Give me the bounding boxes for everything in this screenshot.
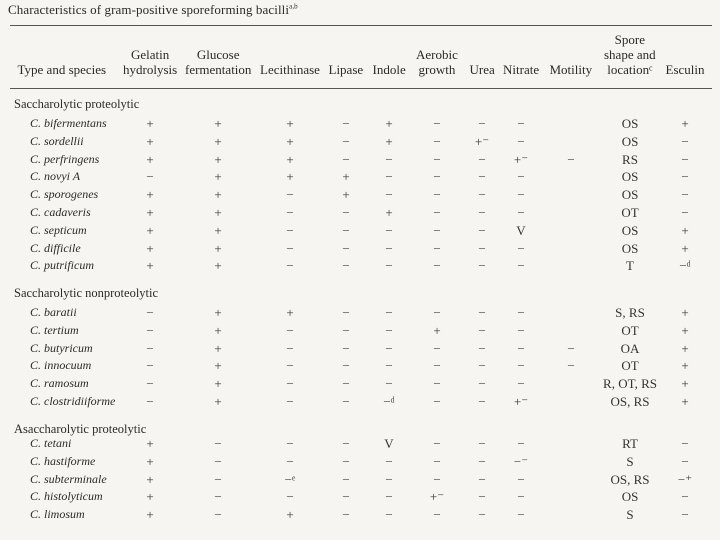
table-cell: − [342, 436, 350, 451]
table-cell: − [342, 507, 350, 523]
table-cell: S [626, 507, 634, 523]
column-header-line: growth [418, 62, 456, 77]
species-name: C. butyricum [30, 340, 93, 355]
column-header [503, 62, 539, 77]
table-cell: − [433, 169, 441, 185]
table-cell: OT [621, 322, 639, 338]
table-cell: V [384, 436, 394, 451]
column-header [329, 62, 364, 77]
table-cell: −⁻ [513, 453, 529, 469]
column-header [123, 47, 177, 77]
table-cell: + [214, 322, 222, 338]
table-cell: − [478, 453, 486, 469]
table-cell: + [214, 133, 222, 149]
table-cell: − [478, 507, 486, 523]
table-cell: + [681, 358, 689, 374]
table-cell: − [478, 222, 486, 238]
table-cell: − [146, 376, 154, 392]
table-cell: + [214, 151, 222, 167]
table-cell: − [342, 358, 350, 374]
table-title [8, 2, 298, 18]
table-cell: + [681, 116, 689, 131]
table-cell: − [567, 340, 575, 356]
table-cell: RT [622, 436, 638, 451]
column-header-line: Lipase [328, 62, 364, 77]
table-cell: + [214, 187, 222, 203]
table-cell: − [517, 205, 525, 220]
table-cell: − [433, 376, 441, 392]
table-cell: − [433, 305, 441, 320]
table-cell: OS [621, 133, 639, 149]
table-cell: OS, RS [610, 471, 650, 487]
table-cell: − [478, 489, 486, 505]
species-name: C. limosum [30, 507, 85, 522]
table-cell: + [214, 394, 222, 409]
section-heading: Saccharolytic proteolytic [14, 97, 140, 111]
table-cell: OS [621, 169, 639, 185]
column-header [185, 47, 251, 77]
table-cell: OA [620, 340, 640, 356]
table-cell: − [517, 169, 525, 185]
table-cell: − [286, 394, 294, 409]
table-cell: − [433, 133, 441, 149]
table-cell: − [385, 151, 393, 167]
table-cell: − [681, 489, 689, 505]
table-cell: − [478, 358, 486, 374]
table-cell: − [478, 340, 486, 356]
species-name: C. difficile [30, 240, 81, 255]
table-cell: V [516, 222, 526, 238]
table-cell: − [433, 507, 441, 523]
column-header-line: Gelatin [130, 47, 170, 62]
table-cell: + [681, 376, 689, 392]
table-cell: − [478, 394, 486, 409]
table-cell: − [478, 116, 486, 131]
table-cell: + [214, 222, 222, 238]
table-cell: − [478, 258, 486, 274]
species-name: C. sporogenes [30, 187, 99, 202]
column-header [666, 62, 705, 77]
column-header [18, 62, 107, 77]
table-cell: − [286, 240, 294, 256]
table-cell: + [342, 169, 350, 185]
table-cell: − [342, 258, 350, 274]
column-header-line: Glucose [196, 47, 240, 62]
table-cell: S [626, 453, 634, 469]
species-name: C. subterminale [30, 471, 107, 486]
table-cell: − [681, 169, 689, 185]
table-cell: − [478, 376, 486, 392]
table-cell: + [146, 133, 154, 149]
table-cell: RS [622, 151, 638, 167]
table-cell: − [342, 133, 350, 149]
column-header-line: Aerobic [416, 47, 458, 62]
table-cell: − [146, 394, 154, 409]
table-cell: − [567, 358, 575, 374]
column-header [260, 62, 320, 77]
column-header [604, 32, 656, 77]
table-cell: − [478, 151, 486, 167]
table-cell: − [342, 151, 350, 167]
table-cell: − [286, 489, 294, 505]
table-cell: + [214, 340, 222, 356]
table-cell: +⁻ [474, 133, 490, 149]
table-cell: − [433, 205, 441, 220]
table-cell: − [286, 453, 294, 469]
table-cell: − [478, 169, 486, 185]
species-name: C. ramosum [30, 376, 89, 391]
table-cell: − [681, 436, 689, 451]
table-cell: + [385, 116, 393, 131]
table-cell: − [342, 240, 350, 256]
table-cell: − [286, 322, 294, 338]
table-cell: + [146, 240, 154, 256]
table-cell: + [286, 151, 294, 167]
table-cell: − [517, 358, 525, 374]
table-cell: + [146, 116, 154, 131]
table-cell: − [385, 305, 393, 320]
table-cell: OS [621, 116, 639, 131]
table-cell: + [286, 507, 294, 523]
table-cell: + [433, 322, 441, 338]
table-cell: − [681, 453, 689, 469]
table-cell: + [146, 471, 154, 487]
table-cell: − [214, 471, 222, 487]
species-name: C. histolyticum [30, 489, 103, 504]
table-cell: OT [621, 358, 639, 374]
table-cell: + [214, 240, 222, 256]
table-cell: + [681, 222, 689, 238]
species-name: C. clostridiiforme [30, 394, 116, 408]
table-cell: −ᵈ [383, 394, 395, 409]
table-cell: − [517, 133, 525, 149]
species-name: C. perfringens [30, 151, 100, 166]
top-rule [10, 25, 712, 26]
table-cell: + [146, 205, 154, 220]
column-header [550, 62, 593, 77]
table-cell: + [214, 169, 222, 185]
table-cell: − [385, 169, 393, 185]
table-cell: + [214, 376, 222, 392]
column-header-line: Esculin [665, 62, 705, 77]
species-name: C. cadaveris [30, 205, 91, 219]
species-name: C. novyi A [30, 169, 81, 184]
species-name: C. tertium [30, 322, 79, 337]
table-cell: − [517, 116, 525, 131]
table-cell: − [385, 507, 393, 523]
species-name: C. sordellii [30, 133, 84, 148]
table-cell: − [342, 489, 350, 505]
table-cell: − [385, 489, 393, 505]
species-name: C. hastiforme [30, 453, 96, 468]
table-cell: +⁻ [513, 151, 529, 167]
table-cell: + [385, 205, 393, 220]
table-cell: − [433, 240, 441, 256]
table-cell: + [146, 258, 154, 274]
section-heading: Asaccharolytic proteolytic [14, 422, 147, 436]
table-cell: − [478, 436, 486, 451]
table-cell: − [681, 187, 689, 203]
table-cell: + [214, 258, 222, 274]
species-name: C. innocuum [30, 358, 92, 373]
table-cell: + [681, 394, 689, 409]
section-heading: Saccharolytic nonproteolytic [14, 286, 159, 300]
column-header [470, 62, 495, 77]
table-cell: + [681, 322, 689, 338]
table-cell: − [433, 187, 441, 203]
table-cell: − [342, 471, 350, 487]
table-cell: + [214, 116, 222, 131]
table-cell: − [433, 258, 441, 274]
table-cell: − [385, 358, 393, 374]
table-cell: − [433, 394, 441, 409]
table-cell: + [286, 305, 294, 320]
table-cell: − [433, 358, 441, 374]
table-cell: OS, RS [610, 394, 650, 409]
table-cell: OT [621, 205, 639, 220]
column-header-line: Spore [614, 32, 645, 47]
table-cell: − [433, 151, 441, 167]
table-cell: − [146, 322, 154, 338]
table-cell: − [286, 258, 294, 274]
table-cell: − [385, 340, 393, 356]
column-header-line: fermentation [185, 62, 252, 77]
table-cell: OS [621, 240, 639, 256]
table-cell: + [146, 453, 154, 469]
table-cell: − [286, 358, 294, 374]
table-cell: + [214, 358, 222, 374]
table-cell: − [342, 376, 350, 392]
table-cell: − [385, 471, 393, 487]
table-cell: + [342, 187, 350, 203]
table-cell: − [146, 358, 154, 374]
table-cell: − [342, 322, 350, 338]
table-cell: − [214, 453, 222, 469]
table-cell: − [478, 187, 486, 203]
column-header-line: Indole [372, 62, 406, 77]
table-cell: − [214, 436, 222, 451]
table-cell: − [385, 258, 393, 274]
species-name: C. bifermentans [30, 116, 107, 130]
column-header-line: Urea [469, 62, 495, 77]
table-cell: + [146, 489, 154, 505]
table-cell: − [286, 376, 294, 392]
table-cell: − [342, 453, 350, 469]
table-cell: −ᵈ [679, 258, 691, 274]
column-header-line: hydrolysis [123, 62, 178, 77]
table-cell: + [286, 169, 294, 185]
table-cell: − [433, 453, 441, 469]
table-cell: − [478, 305, 486, 320]
table-cell: − [385, 453, 393, 469]
species-name: C. tetani [30, 436, 72, 450]
table-cell: +⁻ [429, 489, 445, 505]
table-cell: − [433, 471, 441, 487]
table-cell: − [433, 436, 441, 451]
table-cell: + [146, 151, 154, 167]
table-cell: + [214, 305, 222, 320]
table-cell: − [286, 205, 294, 220]
table-cell: + [385, 133, 393, 149]
table-cell: + [681, 340, 689, 356]
table-cell: − [214, 489, 222, 505]
table-cell: − [342, 116, 350, 131]
table-cell: T [626, 258, 634, 274]
table-cell: − [478, 205, 486, 220]
title-text: Characteristics of gram-positive sporeforming bacilli [8, 2, 290, 17]
column-header [373, 62, 406, 77]
table-cell: − [342, 340, 350, 356]
table-cell: − [517, 489, 525, 505]
table-cell: + [146, 507, 154, 523]
table-cell: − [146, 169, 154, 185]
table-cell: − [433, 116, 441, 131]
species-name: C. baratii [30, 305, 77, 319]
table-cell: − [286, 340, 294, 356]
table-cell: −⁺ [677, 471, 693, 487]
table-cell: − [342, 222, 350, 238]
table-cell: − [478, 322, 486, 338]
table-cell: − [385, 240, 393, 256]
table-cell: + [286, 133, 294, 149]
table-cell: + [681, 240, 689, 256]
table-cell: + [214, 205, 222, 220]
column-header-line: Nitrate [503, 62, 540, 77]
table-cell: − [517, 376, 525, 392]
column-header-line: shape and [604, 47, 656, 62]
table-cell: − [433, 222, 441, 238]
table-cell: − [214, 507, 222, 523]
table-cell: − [517, 507, 525, 523]
table-cell: − [146, 340, 154, 356]
table-cell: − [681, 507, 689, 523]
table-cell: − [517, 305, 525, 320]
table-cell: + [146, 222, 154, 238]
species-name: C. putrificum [30, 258, 95, 273]
table-cell: + [681, 305, 689, 320]
column-header [416, 47, 458, 77]
table-cell: − [146, 305, 154, 320]
table-cell: − [286, 222, 294, 238]
table-cell: +⁻ [513, 394, 529, 409]
table-cell: − [681, 151, 689, 167]
table-cell: − [286, 436, 294, 451]
species-name: C. septicum [30, 222, 87, 237]
table-cell: − [342, 205, 350, 220]
table-cell: − [385, 322, 393, 338]
table-cell: + [146, 187, 154, 203]
table-cell: S, RS [615, 305, 645, 320]
table-cell: + [286, 116, 294, 131]
column-header-line: Type and species [17, 62, 107, 77]
table-cell: − [567, 151, 575, 167]
column-header-line: Motility [549, 62, 593, 77]
column-header-line: locationᶜ [607, 62, 653, 77]
table-cell: − [517, 187, 525, 203]
table-cell: − [478, 471, 486, 487]
table-cell: − [286, 187, 294, 203]
table-cell: − [517, 436, 525, 451]
table-cell: OS [621, 187, 639, 203]
table-cell: − [478, 240, 486, 256]
column-header-line: Lecithinase [260, 62, 320, 77]
table-cell: − [517, 471, 525, 487]
table-cell: − [433, 340, 441, 356]
table-cell: − [681, 133, 689, 149]
table-cell: − [517, 322, 525, 338]
table-cell: − [517, 340, 525, 356]
table-cell: − [385, 376, 393, 392]
title-footnote-mark: a,b [289, 2, 298, 11]
table-cell: + [146, 436, 154, 451]
table-cell: OS [621, 489, 639, 505]
table-cell: − [385, 222, 393, 238]
table-cell: − [342, 394, 350, 409]
table-cell: − [517, 258, 525, 274]
header-rule [10, 88, 712, 89]
table-cell: − [342, 305, 350, 320]
table-cell: OS [621, 222, 639, 238]
table-cell: − [517, 240, 525, 256]
table-cell: −ᵉ [284, 471, 296, 487]
table-cell: R, OT, RS [603, 376, 657, 392]
table-cell: − [681, 205, 689, 220]
table-cell: − [385, 187, 393, 203]
